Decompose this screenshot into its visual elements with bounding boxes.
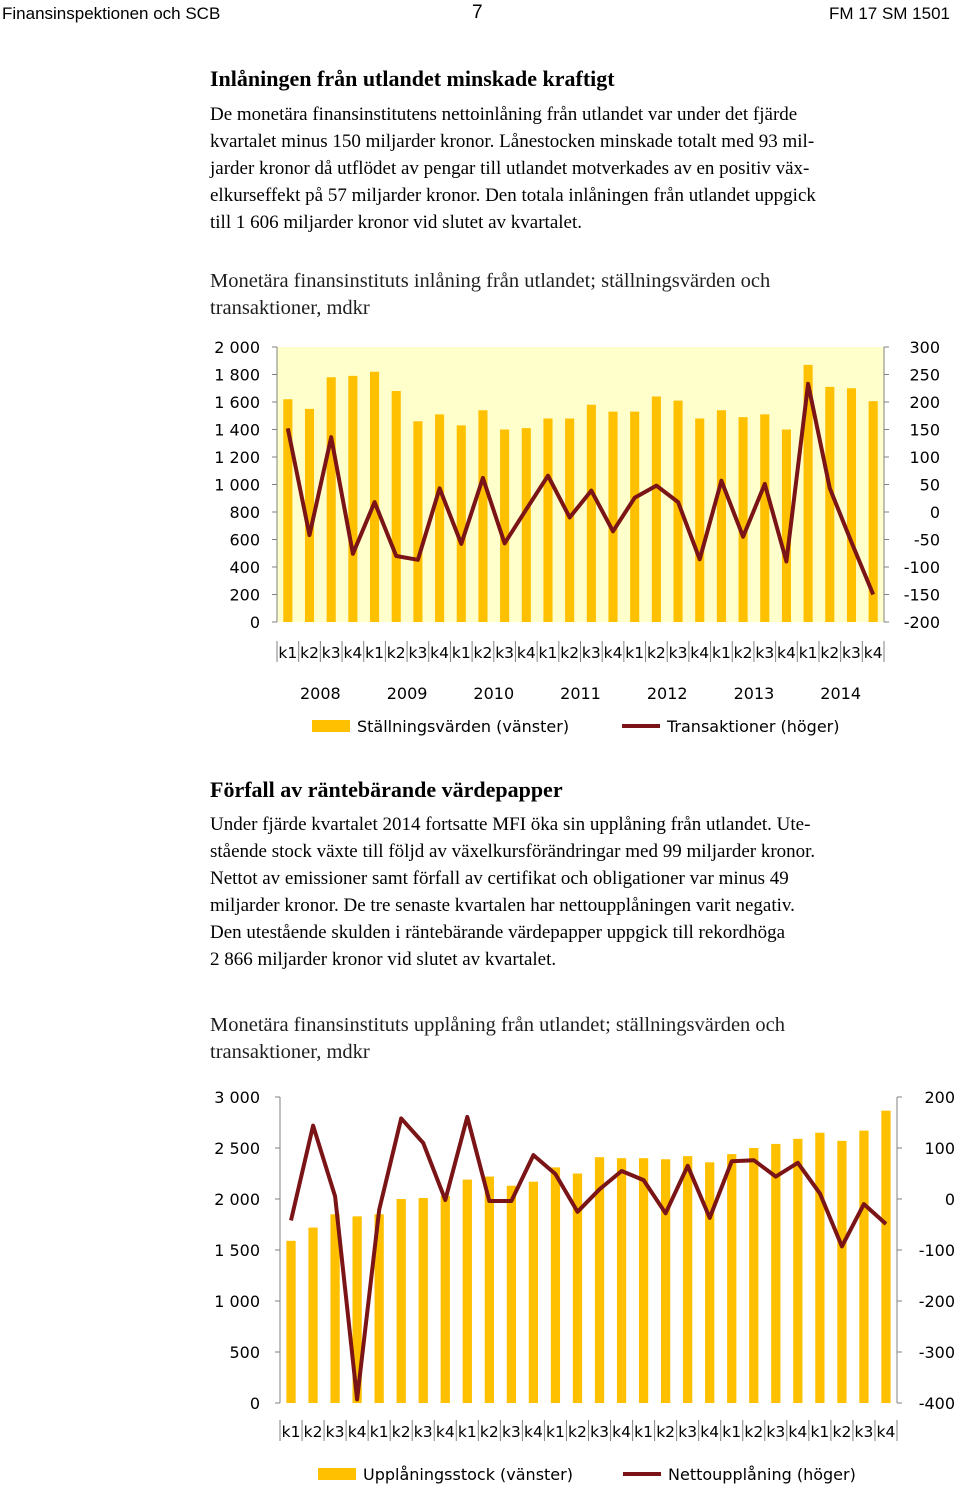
paragraph-line: elkurseffekt på 57 miljarder kronor. Den totala inlåningen från utlandet uppgick bbox=[210, 185, 816, 206]
y-tick-label-right: -100 bbox=[903, 558, 940, 577]
x-tick-label: k4 bbox=[876, 1423, 896, 1441]
y-tick-label-left: 0 bbox=[249, 613, 260, 632]
y-tick-label-right: -200 bbox=[903, 613, 940, 632]
x-year-label: 2014 bbox=[820, 684, 862, 703]
x-tick-label: k4 bbox=[430, 644, 450, 662]
y-tick-label-left: 1 200 bbox=[214, 448, 260, 467]
x-tick-label: k4 bbox=[343, 644, 363, 662]
bar bbox=[463, 1180, 472, 1403]
y-tick-label-right: -100 bbox=[918, 1241, 955, 1260]
y-tick-label-left: 1 400 bbox=[214, 420, 260, 440]
bar bbox=[565, 419, 574, 623]
y-tick-label-right: 150 bbox=[909, 420, 940, 440]
bar bbox=[837, 1141, 846, 1403]
bar bbox=[608, 412, 617, 622]
bar bbox=[392, 391, 401, 622]
paragraph-line: kvartalet minus 150 miljarder kronor. Lånestocken minskade totalt med 93 mil- bbox=[210, 131, 815, 152]
y-tick-label-left: 800 bbox=[229, 503, 260, 522]
y-tick-label-left: 1 500 bbox=[214, 1241, 260, 1260]
x-tick-label: k3 bbox=[755, 644, 775, 662]
legend-label-line: Transaktioner (höger) bbox=[667, 717, 840, 736]
bar bbox=[705, 1162, 714, 1403]
x-tick-label: k4 bbox=[700, 1423, 720, 1441]
y-tick-label-right: 300 bbox=[909, 338, 940, 357]
bar bbox=[617, 1158, 626, 1403]
x-tick-label: k1 bbox=[711, 644, 731, 662]
chart-title-line: transaktioner, mdkr bbox=[210, 297, 370, 319]
x-tick-label: k3 bbox=[678, 1423, 698, 1441]
bar bbox=[419, 1198, 428, 1403]
paragraph-forfall bbox=[210, 811, 960, 973]
paragraph-line: 2 866 miljarder kronor vid slutet av kvartalet. bbox=[210, 949, 557, 970]
x-tick-label: k4 bbox=[516, 644, 536, 662]
y-tick-label-left: 600 bbox=[229, 530, 260, 550]
x-tick-label: k3 bbox=[854, 1423, 874, 1441]
y-tick-label-left: 400 bbox=[229, 558, 260, 577]
x-tick-label: k4 bbox=[788, 1423, 808, 1441]
x-tick-label: k1 bbox=[457, 1423, 477, 1441]
bar bbox=[717, 410, 726, 622]
x-year-label: 2012 bbox=[646, 684, 688, 703]
bar bbox=[543, 419, 552, 623]
bar bbox=[478, 410, 487, 622]
y-tick-label-left: 2 000 bbox=[214, 1190, 260, 1209]
x-tick-label: k4 bbox=[612, 1423, 631, 1441]
chart1-title bbox=[210, 268, 770, 322]
x-tick-label: k1 bbox=[369, 1423, 389, 1441]
x-tick-label: k2 bbox=[832, 1423, 852, 1441]
x-tick-label: k1 bbox=[722, 1423, 742, 1441]
bar bbox=[529, 1182, 538, 1403]
y-tick-label-left: 0 bbox=[249, 1394, 260, 1413]
chart-upplaning bbox=[0, 1080, 960, 1489]
y-tick-label-right: 50 bbox=[919, 475, 940, 495]
y-tick-label-right: 0 bbox=[944, 1190, 955, 1209]
section-title-inlaning: Inlåningen från utlandet minskade kraftigt bbox=[210, 66, 615, 91]
x-tick-label: k3 bbox=[413, 1423, 433, 1441]
y-tick-label-right: -300 bbox=[918, 1343, 955, 1362]
y-tick-label-left: 3 000 bbox=[214, 1088, 260, 1107]
y-tick-label-right: 100 bbox=[924, 1139, 955, 1158]
legend-label-bar: Ställningsvärden (vänster) bbox=[357, 717, 570, 736]
x-tick-label: k3 bbox=[325, 1423, 345, 1441]
y-tick-label-right: 200 bbox=[909, 393, 940, 412]
bar bbox=[370, 372, 379, 622]
bar bbox=[441, 1196, 450, 1403]
paragraph-line: Den utestående skulden i räntebärande värdepapper uppgick till rekordhöga bbox=[210, 922, 786, 943]
x-tick-label: k2 bbox=[568, 1423, 587, 1441]
x-year-label: 2008 bbox=[299, 684, 341, 703]
paragraph-line: till 1 606 miljarder kronor vid slutet av kvartalet. bbox=[210, 212, 582, 233]
x-tick-label: k4 bbox=[777, 644, 796, 662]
y-tick-label-left: 2 500 bbox=[214, 1139, 260, 1158]
bar bbox=[457, 425, 466, 622]
x-tick-label: k1 bbox=[625, 644, 645, 662]
x-tick-label: k2 bbox=[303, 1423, 323, 1441]
x-tick-label: k3 bbox=[590, 1423, 609, 1441]
bar bbox=[793, 1139, 802, 1403]
y-tick-label-left: 1 000 bbox=[214, 1292, 260, 1311]
bar bbox=[727, 1154, 736, 1403]
bar bbox=[847, 388, 856, 622]
bar bbox=[639, 1158, 648, 1403]
x-tick-label: k1 bbox=[365, 644, 384, 662]
y-tick-label-left: 500 bbox=[229, 1343, 260, 1362]
bar bbox=[661, 1159, 670, 1403]
bar bbox=[507, 1186, 516, 1403]
bar bbox=[739, 417, 748, 622]
x-tick-label: k1 bbox=[281, 1423, 301, 1441]
section-title-forfall: Förfall av räntebärande värdepapper bbox=[210, 777, 563, 802]
chart-title-line: transaktioner, mdkr bbox=[210, 1041, 370, 1063]
paragraph-inlaning bbox=[210, 101, 960, 236]
bar bbox=[522, 428, 531, 622]
y-tick-label-left: 2 000 bbox=[214, 338, 260, 357]
bar bbox=[683, 1156, 692, 1403]
bar bbox=[749, 1148, 758, 1403]
paragraph-line: Under fjärde kvartalet 2014 fortsatte MFI öka sin upplåning från utlandet. Ute- bbox=[210, 814, 811, 835]
y-tick-label-right: 100 bbox=[909, 448, 940, 467]
bar bbox=[485, 1177, 494, 1403]
chart-title-line: Monetära finansinstituts upplåning från utlandet; ställningsvärden och bbox=[210, 1014, 786, 1036]
x-tick-label: k2 bbox=[646, 644, 666, 662]
header-report-id: FM 17 SM 1501 bbox=[829, 4, 950, 23]
x-tick-label: k1 bbox=[538, 644, 558, 662]
bar bbox=[760, 414, 769, 622]
x-tick-label: k4 bbox=[690, 644, 710, 662]
x-tick-label: k3 bbox=[321, 644, 341, 662]
y-tick-label-left: 1 600 bbox=[214, 393, 260, 412]
x-tick-label: k3 bbox=[668, 644, 688, 662]
x-tick-label: k2 bbox=[820, 644, 840, 662]
x-year-label: 2010 bbox=[473, 684, 515, 703]
paragraph-line: De monetära finansinstitutens nettoinlåning från utlandet var under det fjärde bbox=[210, 104, 798, 125]
plot-area bbox=[277, 347, 884, 622]
bar bbox=[327, 377, 336, 622]
legend-swatch-bar bbox=[312, 720, 350, 732]
paragraph-line: jarder kronor då utflödet av pengar till utlandet motverkades av en positiv väx- bbox=[210, 158, 810, 179]
bar bbox=[630, 412, 639, 622]
bar bbox=[825, 387, 834, 622]
bar bbox=[695, 419, 704, 623]
legend-label-bar: Upplåningsstock (vänster) bbox=[363, 1465, 573, 1484]
chart-inlaning bbox=[0, 330, 960, 750]
x-tick-label: k2 bbox=[656, 1423, 676, 1441]
paragraph-line: miljarder kronor. De tre senaste kvartalen har nettoupplåningen varit negativ. bbox=[210, 895, 795, 916]
x-tick-label: k2 bbox=[473, 644, 493, 662]
y-tick-label-left: 1 000 bbox=[214, 475, 260, 495]
bar bbox=[413, 421, 422, 622]
y-tick-label-right: -50 bbox=[913, 530, 940, 550]
x-year-label: 2013 bbox=[733, 684, 775, 703]
bar bbox=[587, 405, 596, 622]
x-tick-label: k2 bbox=[386, 644, 406, 662]
x-year-label: 2011 bbox=[560, 684, 601, 703]
x-tick-label: k1 bbox=[798, 644, 818, 662]
x-tick-label: k2 bbox=[391, 1423, 411, 1441]
y-tick-label-right: -200 bbox=[918, 1292, 955, 1311]
x-tick-label: k1 bbox=[451, 644, 471, 662]
bar bbox=[348, 376, 357, 622]
bar bbox=[881, 1111, 890, 1403]
legend-label-line: Nettoupplåning (höger) bbox=[668, 1465, 856, 1484]
bar bbox=[859, 1131, 868, 1403]
y-tick-label-left: 200 bbox=[229, 585, 260, 605]
chart-title-line: Monetära finansinstituts inlåning från utlandet; ställningsvärden och bbox=[210, 270, 771, 292]
page-number: 7 bbox=[472, 2, 483, 23]
x-tick-label: k1 bbox=[278, 644, 298, 662]
x-tick-label: k2 bbox=[560, 644, 580, 662]
bar bbox=[652, 397, 661, 623]
x-tick-label: k3 bbox=[766, 1423, 786, 1441]
legend-swatch-bar bbox=[318, 1468, 356, 1480]
x-tick-label: k4 bbox=[523, 1423, 543, 1441]
paragraph-line: stående stock växte till följd av växelkursförändringar med 99 miljarder kronor. bbox=[210, 841, 816, 862]
x-tick-label: k1 bbox=[810, 1423, 830, 1441]
bar bbox=[771, 1144, 780, 1403]
x-tick-label: k2 bbox=[733, 644, 753, 662]
x-tick-label: k3 bbox=[495, 644, 515, 662]
y-tick-label-left: 1 800 bbox=[214, 365, 260, 385]
bar bbox=[815, 1133, 824, 1403]
x-tick-label: k4 bbox=[603, 644, 623, 662]
header-publisher: Finansinspektionen och SCB bbox=[2, 4, 221, 23]
x-tick-label: k4 bbox=[347, 1423, 367, 1441]
x-year-label: 2009 bbox=[386, 684, 428, 703]
y-tick-label-right: -150 bbox=[903, 585, 940, 605]
x-tick-label: k4 bbox=[435, 1423, 455, 1441]
x-tick-label: k2 bbox=[479, 1423, 499, 1441]
bar bbox=[308, 1228, 317, 1403]
y-tick-label-right: -400 bbox=[918, 1394, 955, 1413]
x-tick-label: k3 bbox=[408, 644, 428, 662]
x-tick-label: k2 bbox=[300, 644, 319, 662]
bar bbox=[435, 414, 444, 622]
x-tick-label: k2 bbox=[744, 1423, 764, 1441]
x-tick-label: k3 bbox=[581, 644, 601, 662]
y-tick-label-right: 0 bbox=[929, 503, 940, 522]
x-tick-label: k1 bbox=[546, 1423, 565, 1441]
bar bbox=[397, 1199, 406, 1403]
bar bbox=[500, 430, 509, 623]
bar bbox=[286, 1241, 295, 1403]
x-tick-label: k3 bbox=[842, 644, 861, 662]
x-tick-label: k1 bbox=[634, 1423, 654, 1441]
y-tick-label-right: 200 bbox=[924, 1088, 955, 1107]
x-tick-label: k3 bbox=[501, 1423, 521, 1441]
paragraph-line: Nettot av emissioner samt förfall av certifikat och obligationer var minus 49 bbox=[210, 868, 789, 889]
y-tick-label-right: 250 bbox=[909, 365, 940, 385]
bar bbox=[551, 1167, 560, 1403]
chart2-title bbox=[210, 1012, 785, 1066]
x-tick-label: k4 bbox=[863, 644, 883, 662]
